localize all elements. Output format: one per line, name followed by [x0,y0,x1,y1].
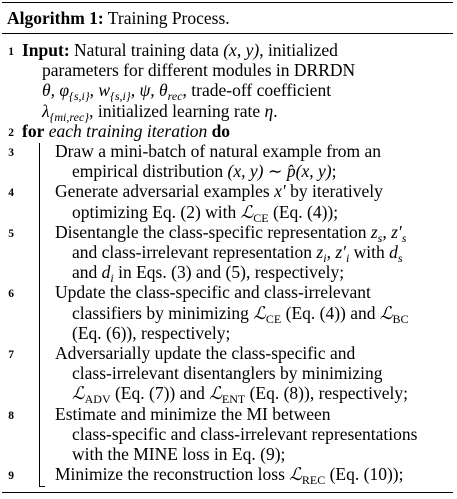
text-segment: classifiers by minimizing [72,302,254,323]
caption-rule [2,33,453,34]
text-segment: d [101,262,111,283]
text-segment: s [401,230,407,245]
text-segment: class-specific and class-irrelevant representations [72,423,418,444]
text-segment: {s,i} [69,89,90,104]
algorithm-line-text [55,181,383,201]
text-segment: , z′ [326,242,346,262]
text-segment: η [264,100,274,121]
algorithm-line-text [22,121,230,141]
text-segment: and class-irrelevant representation [72,242,317,262]
text-segment: CE [253,210,269,225]
algorithm-line-text [55,464,403,490]
bottom-rule [2,492,453,493]
text-segment: optimizing Eq. (2) with [72,201,241,222]
algorithm-box [2,2,453,494]
algorithm-line-text [72,444,285,464]
text-segment: Update the class-specific and class-irrelevant [55,282,371,303]
line-number: 1 [8,46,14,58]
line-number: 6 [8,288,14,301]
text-segment: , initialized [259,40,338,60]
line-number: 7 [8,349,14,361]
text-segment: ADV [84,392,111,407]
text-segment: (Eq. (6)), respectively; [72,322,231,343]
loop-indent-bar [39,143,40,486]
line-number: 3 [8,147,14,159]
algorithm-line-text [55,282,371,302]
text-segment: (Eq. (4)) and [281,302,380,323]
text-segment: ℒ [240,201,254,222]
text-segment: Adversarially update the class-specific and [55,343,356,363]
text-segment: class-irrelevant disentanglers by minimizing [72,363,383,384]
text-segment: λ [42,100,50,121]
text-segment: ℒ [289,464,302,485]
algorithm-line-text [55,404,331,424]
algorithm-line-text [72,363,383,383]
text-segment: rec [167,89,183,104]
line-number: 4 [8,187,14,200]
text-segment: (x, y) [223,40,260,60]
line-number: 5 [8,227,14,240]
algorithm-label: Algorithm 1: [7,8,104,28]
text-segment: by iteratively [285,181,383,202]
text-segment: each training iteration [44,120,212,141]
text-segment: {mi,rec} [49,109,90,124]
text-segment: Disentangle the class-specific representation [55,221,371,242]
algorithm-title: Training Process. [107,8,230,28]
text-segment: (Eq. (4)); [268,201,339,222]
text-segment: s [397,251,403,265]
text-segment: (x, y) ∼ p̂(x, y) [227,161,332,182]
text-segment: ; [331,161,337,182]
text-segment: d [389,242,398,262]
text-segment: with [349,242,390,262]
text-segment: Estimate and minimize the MI between [55,403,331,424]
text-segment: , ψ, θ [130,80,168,101]
text-segment: ℒ [379,302,393,323]
text-segment: Natural training data [69,40,224,60]
algorithm-line-text [55,343,355,363]
text-segment: empirical distribution [72,161,228,182]
text-segment: ℒ [209,383,222,404]
text-segment: (Eq. (7)) and [110,383,210,404]
text-segment: , initialized learning rate [89,100,265,121]
text-segment: , w [89,80,111,101]
text-segment: . [273,100,278,121]
text-segment: Draw a mini-batch of natural example from an [55,141,382,161]
algorithm-line-text [72,424,417,444]
line-number: 2 [8,126,14,139]
line-number: 8 [8,409,14,422]
text-segment: Minimize the reconstruction loss [55,464,290,485]
text-segment: ℒ [253,302,266,323]
algorithm-line-text [55,141,381,161]
text-segment: CE [265,311,282,326]
algorithm-line-text [22,40,338,60]
text-segment: ℒ [72,383,85,404]
text-segment: i [110,271,114,286]
text-segment: Generate adversarial examples [55,181,275,202]
text-segment: ENT [221,392,246,407]
text-segment: i [323,251,327,265]
text-segment: parameters for different modules in DRRDN [42,60,356,81]
text-segment: in Eqs. (3) and (5), respectively; [113,262,345,283]
text-segment: , z′ [382,221,402,242]
loop-end-tick [39,486,45,487]
top-rule [2,2,453,3]
text-segment: and [72,262,102,283]
text-segment: z [316,242,324,262]
text-segment: Input: [22,40,70,60]
text-segment: θ, φ [42,80,70,101]
text-segment: i [345,251,350,265]
text-segment: REC [301,473,326,488]
text-segment: {s,i} [110,89,131,104]
text-segment: z [370,221,378,242]
text-segment: BC [392,311,409,326]
algorithm-caption [7,8,230,28]
text-segment: , trade-off coefficient [182,80,332,101]
line-number: 9 [8,470,14,483]
text-segment: (Eq. (10)); [325,464,404,485]
algorithm-line-text [72,161,336,181]
text-segment: do [211,120,231,141]
algorithm-line-text [42,60,355,80]
text-segment: x′ [274,181,286,202]
algorithm-line-text [72,323,230,343]
text-segment: for [22,120,45,141]
text-segment: (Eq. (8)), respectively; [245,383,408,404]
text-segment: with the MINE loss in Eq. (9); [72,444,286,464]
text-segment: s [377,230,383,245]
